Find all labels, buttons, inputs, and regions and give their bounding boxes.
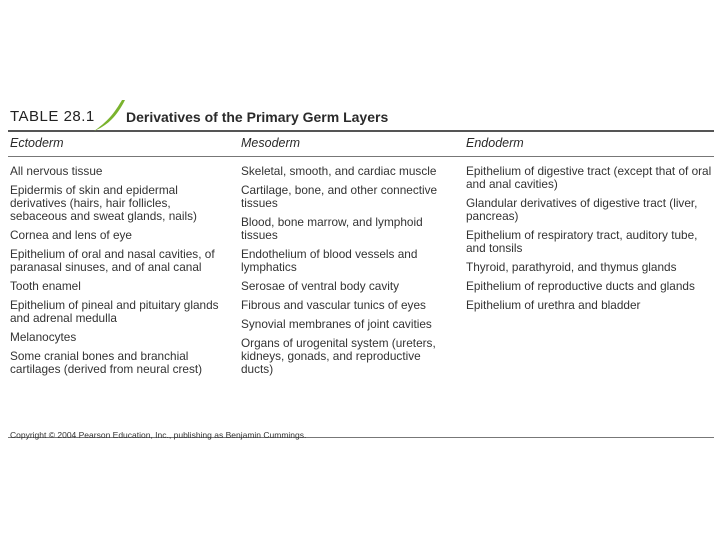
column-header-mesoderm: Mesoderm [241,136,301,150]
copyright-credit: Copyright © 2004 Pearson Education, Inc., publishing as Benjamin Cummings. [10,430,307,440]
endoderm-list [466,165,716,318]
list-item: Epithelium of reproductive ducts and glands [466,279,695,293]
table-title: Derivatives of the Primary Germ Layers [126,109,389,125]
ectoderm-list [10,165,228,382]
list-item: Some cranial bones and branchial cartilages (derived from neural crest) [10,349,203,376]
list-item: All nervous tissue [10,164,103,178]
column-header-ectoderm: Ectoderm [10,136,64,150]
list-item: Blood, bone marrow, and lymphoid tissues [241,215,423,242]
list-item: Glandular derivatives of digestive tract (liver, pancreas) [466,196,698,223]
table-body [8,157,714,438]
list-item: Fibrous and vascular tunics of eyes [241,298,426,312]
list-item: Endothelium of blood vessels and lymphatics [241,247,418,274]
mesoderm-list [241,165,453,382]
table-header-row [8,132,714,157]
list-item: Cartilage, bone, and other connective tissues [241,183,438,210]
list-item: Tooth enamel [10,279,81,293]
list-item: Epithelium of urethra and bladder [466,298,641,312]
list-item: Epithelium of oral and nasal cavities, of paranasal sinuses, and of anal canal [10,247,215,274]
list-item: Thyroid, parathyroid, and thymus glands [466,260,677,274]
list-item: Serosae of ventral body cavity [241,279,400,293]
table-number: TABLE 28.1 [10,108,95,125]
list-item: Organs of urogenital system (ureters, kidneys, gonads, and reproductive ducts) [241,336,436,376]
list-item: Cornea and lens of eye [10,228,132,242]
list-item: Epithelium of pineal and pituitary glands and adrenal medulla [10,298,219,325]
list-item: Epithelium of digestive tract (except that of oral and anal cavities) [466,164,712,191]
table-title-bar [8,100,714,132]
list-item: Epithelium of respiratory tract, auditory tube, and tonsils [466,228,698,255]
list-item: Skeletal, smooth, and cardiac muscle [241,164,437,178]
list-item: Synovial membranes of joint cavities [241,317,432,331]
list-item: Epidermis of skin and epidermal derivatives (hairs, hair follicles, sebaceous and sweat glands, nails) [10,183,197,223]
germ-layer-table [8,100,714,438]
list-item: Melanocytes [10,330,77,344]
column-header-endoderm: Endoderm [466,136,524,150]
